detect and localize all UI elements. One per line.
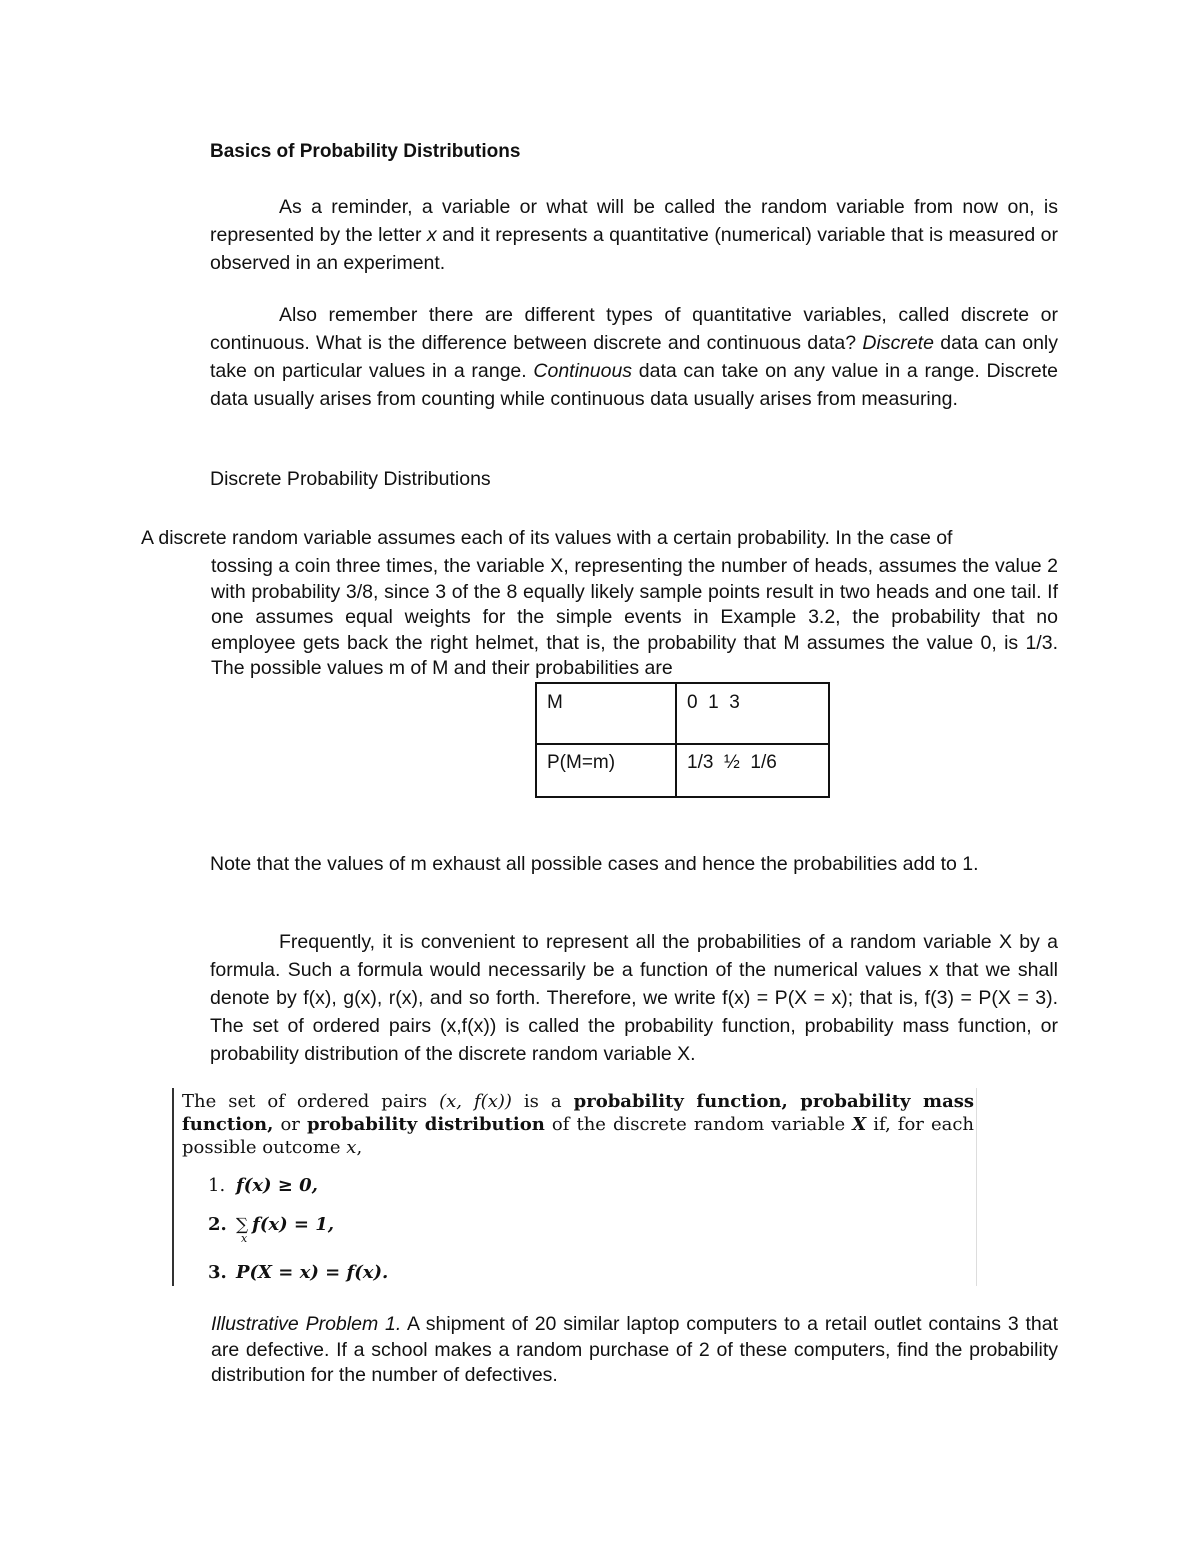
def-text-f: ,	[356, 1137, 363, 1158]
paragraph-exhaust-cases: Note that the values of m exhaust all possible cases and hence the probabilities add to 1.	[210, 853, 979, 875]
p1-text-a: As a reminder, a variable or what will be called the random variable from now on, is represented by the letter	[210, 196, 1058, 246]
paragraph-random-variable	[210, 193, 1058, 277]
def-var: X	[852, 1114, 867, 1135]
paragraph-discrete-example: tossing a coin three times, the variable X, representing the number of heads, assumes the value 2 with probability 3/8, since 3 of the 8 equally likely sample points result in two heads and one tail. If one assumes equal weights for the simple events in Example 3.2, the probability that no employee gets back the right helmet, that is, the probability that M assumes the value 0, is 1/3. The possible values m of M and their probabilities are	[211, 555, 1058, 679]
condition-number: 1.	[208, 1175, 226, 1196]
page-title: Basics of Probability Distributions	[210, 141, 521, 162]
p1-text-b: and it represents a quantitative (numerical) variable that is measured or observed in an experiment.	[210, 224, 1059, 274]
table-row	[536, 683, 829, 744]
p1-x: x	[426, 224, 437, 246]
sum-subscript: x	[241, 1232, 248, 1245]
paragraph-discrete-continuous	[210, 301, 1058, 413]
def-text-c: or	[273, 1114, 307, 1135]
table-cell-label: P(M=m)	[536, 744, 676, 797]
condition-number: 3.	[208, 1262, 227, 1283]
def-text-d: of the discrete random variable	[544, 1114, 853, 1135]
p2-text-b: data can only take on particular values in a range.	[210, 332, 1059, 382]
p2-text-a: Also remember there are different types of quantitative variables, called discrete or continuous. What is the difference between discrete and continuous data?	[210, 304, 1058, 354]
def-pair: (x, f(x))	[439, 1091, 512, 1112]
condition-expr: f(x) ≥ 0,	[236, 1175, 318, 1196]
table-row	[536, 744, 829, 797]
def-bold-term2: probability distribution	[306, 1114, 545, 1135]
section-heading: Discrete Probability Distributions	[210, 468, 491, 490]
p2-continuous: Continuous	[533, 360, 633, 382]
problem-text: A shipment of 20 similar laptop computers to a retail outlet contains 3 that are defective. If a school makes a random purchase of 2 of these computers, find the probability distribution for the number of defectives.	[211, 1313, 1058, 1386]
def-text-e: if, for each possible outcome	[182, 1114, 975, 1158]
summation-icon	[236, 1215, 249, 1245]
def-text-a: The set of ordered pairs	[182, 1091, 440, 1112]
condition-expr: f(x) = 1,	[252, 1214, 335, 1235]
problem-label: Illustrative Problem 1.	[211, 1313, 402, 1335]
paragraph-illustrative-problem	[211, 1312, 1058, 1389]
paragraph-probability-function: Frequently, it is convenient to represent all the probabilities of a random variable X by a formula. Such a formula would necessarily be a function of the numerical values x that we shall denote by f(x), g(x), r(x), and so forth. Therefore, we write f(x) = P(X = x); that is, f(3) = P(X = 3). The set of ordered pairs (x,f(x)) is called the probability function, probability mass function, or probability distribution of the discrete random variable X.	[210, 931, 1058, 1065]
condition-number: 2.	[208, 1214, 227, 1235]
p2-discrete: Discrete	[862, 332, 934, 354]
p2-text-c: data can take on any value in a range. Discrete data usually arises from counting while continuous data usually arises from measuring.	[210, 360, 1058, 410]
definition-condition-3	[208, 1262, 388, 1283]
definition-condition-1	[208, 1175, 318, 1196]
definition-condition-2	[208, 1214, 335, 1245]
definition-intro	[182, 1090, 974, 1159]
table-cell-values: 0 1 3	[676, 683, 829, 744]
def-bold-terms: probability function, probability mass function,	[182, 1091, 975, 1135]
sum-symbol: ∑	[236, 1215, 249, 1235]
table-cell-values: 1/3 ½ 1/6	[676, 744, 829, 797]
paragraph-lead-line: A discrete random variable assumes each of its values with a certain probability. In the case of	[141, 527, 953, 549]
condition-expr: P(X = x) = f(x).	[236, 1262, 389, 1283]
definition-box	[172, 1088, 977, 1286]
def-outcome: x	[346, 1137, 357, 1158]
table-cell-label: M	[536, 683, 676, 744]
probability-table	[535, 682, 830, 798]
def-text-b: is a	[511, 1091, 574, 1112]
